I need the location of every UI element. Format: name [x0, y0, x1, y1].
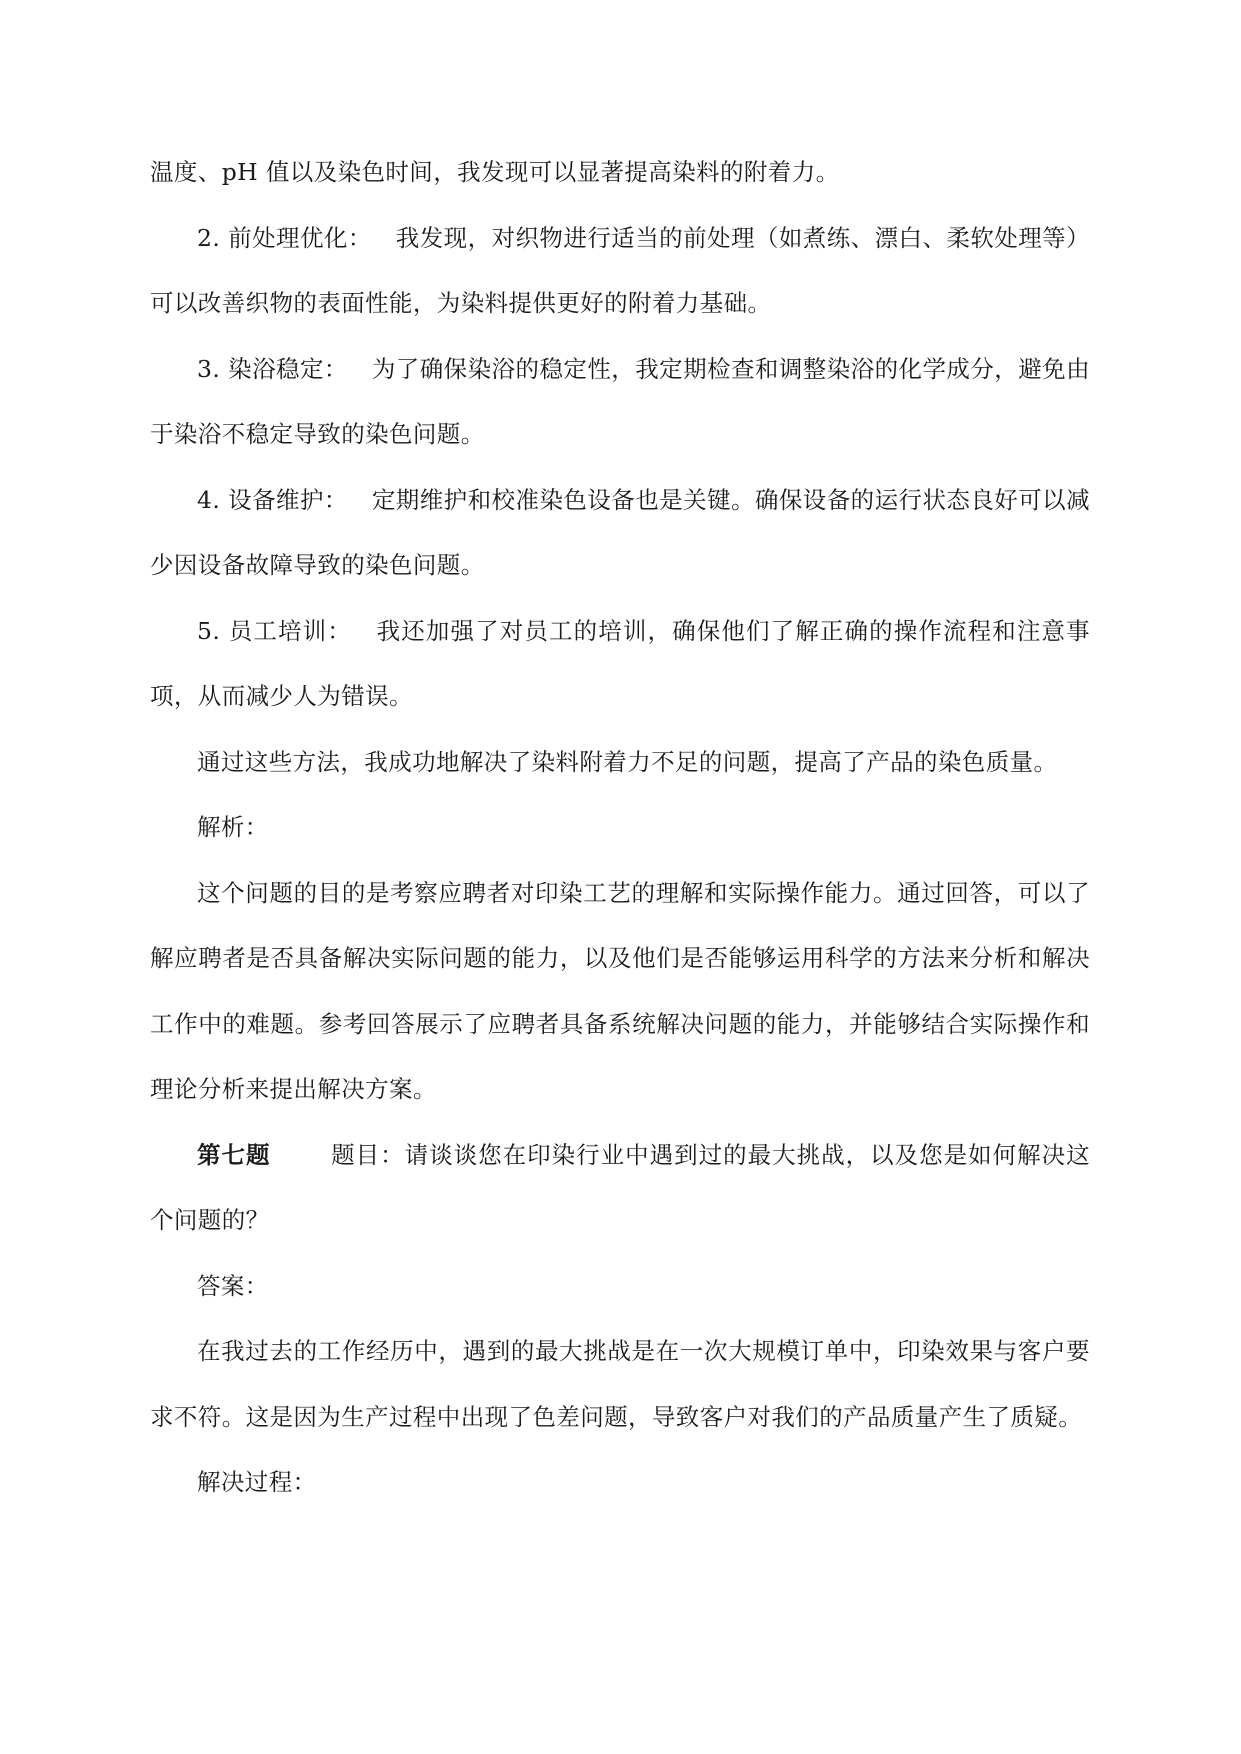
item-label-pretreatment: 2. 前处理优化： — [197, 223, 372, 252]
heading-answer: 答案： — [197, 1271, 269, 1300]
item-label-equipment: 4. 设备维护： — [197, 485, 348, 514]
paragraph-pretreatment — [150, 206, 1090, 337]
item-label-training: 5. 员工培训： — [197, 616, 352, 645]
paragraph-answer: 在我过去的工作经历中，遇到的最大挑战是在一次大规模订单中，印染效果与客户要求不符。这是因为生产过程中出现了色差问题，导致客户对我们的产品质量产生了质疑。 — [150, 1337, 1090, 1431]
paragraph-conclusion: 通过这些方法，我成功地解决了染料附着力不足的问题，提高了产品的染色质量。 — [197, 747, 1058, 776]
document-page — [150, 140, 1090, 1516]
paragraph-equipment — [150, 468, 1090, 599]
item-text-equipment: 定期维护和校准染色设备也是关键。确保设备的运行状态良好可以减少因设备故障导致的染色问题。 — [150, 485, 1090, 579]
item-text-dyebath: 为了确保染浴的稳定性，我定期检查和调整染浴的化学成分，避免由于染浴不稳定导致的染色问题。 — [150, 354, 1090, 448]
question-seven-text: 题目：请谈谈您在印染行业中遇到过的最大挑战，以及您是如何解决这个问题的？ — [150, 1140, 1090, 1234]
heading-analysis: 解析： — [197, 813, 269, 841]
heading-solution-process: 解决过程： — [197, 1468, 317, 1496]
question-seven — [150, 1123, 1090, 1254]
item-text-training: 我还加强了对员工的培训，确保他们了解正确的操作流程和注意事项，从而减少人为错误。 — [150, 616, 1090, 710]
question-seven-title: 第七题 — [197, 1140, 271, 1169]
paragraph-training — [150, 599, 1090, 730]
paragraph-temperature: 温度、pH 值以及染色时间，我发现可以显著提高染料的附着力。 — [150, 158, 840, 186]
paragraph-analysis: 这个问题的目的是考察应聘者对印染工艺的理解和实际操作能力。通过回答，可以了解应聘者是否具备解决实际问题的能力，以及他们是否能够运用科学的方法来分析和解决工作中的难题。参考回答展示了应聘者具备系统解决问题的能力，并能够结合实际操作和理论分析来提出解决方案。 — [150, 878, 1090, 1103]
paragraph-dyebath — [150, 337, 1090, 468]
item-label-dyebath: 3. 染浴稳定： — [197, 354, 348, 383]
item-text-pretreatment: 我发现，对织物进行适当的前处理（如煮练、漂白、柔软处理等）可以改善织物的表面性能，为染料提供更好的附着力基础。 — [150, 223, 1090, 317]
